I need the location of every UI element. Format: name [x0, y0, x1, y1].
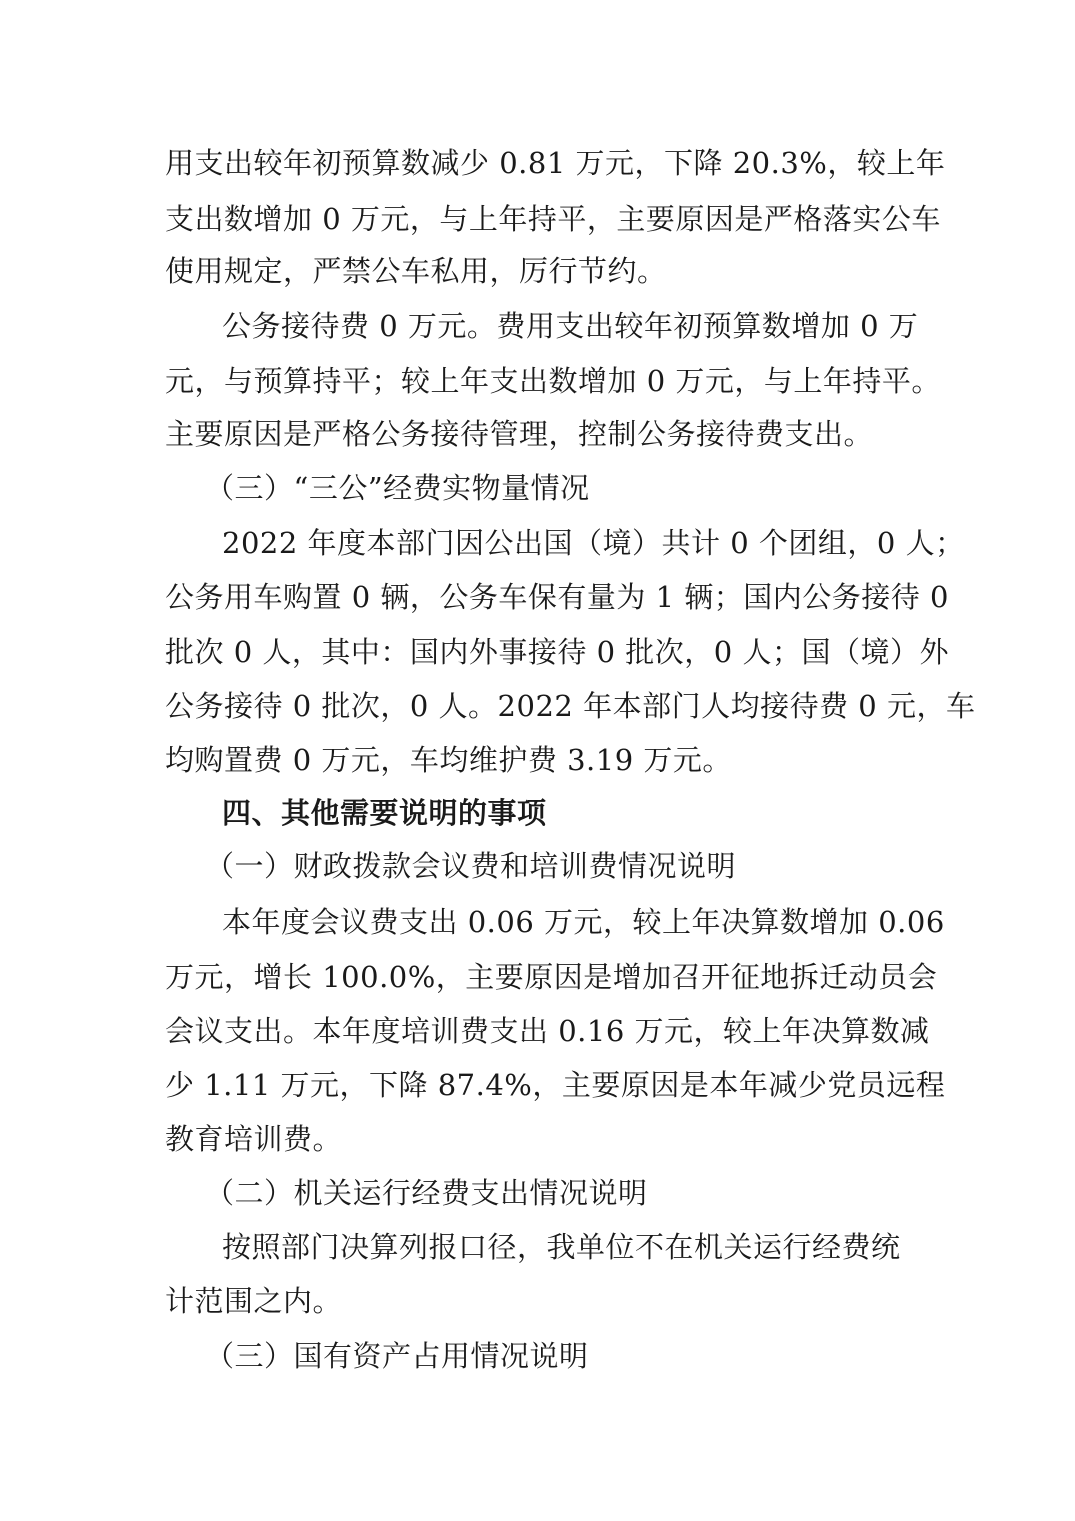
paragraph-line: 元，与预算持平；较上年支出数增加 0 万元，与上年持平。: [165, 364, 941, 398]
section-subheading: （三）“三公”经费实物量情况: [205, 471, 590, 505]
paragraph-line: 使用规定，严禁公车私用，厉行节约。: [165, 254, 667, 288]
paragraph-line: 少 1.11 万元，下降 87.4%，主要原因是本年减少党员远程: [165, 1068, 946, 1102]
paragraph-line: 公务接待 0 批次，0 人。2022 年本部门人均接待费 0 元，车: [165, 689, 976, 723]
paragraph-line: 公务接待费 0 万元。费用支出较年初预算数增加 0 万: [222, 309, 919, 343]
section-subheading: （三）国有资产占用情况说明: [205, 1339, 589, 1373]
paragraph-line: 2022 年度本部门因公出国（境）共计 0 个团组，0 人；: [222, 526, 965, 560]
paragraph-line: 主要原因是严格公务接待管理，控制公务接待费支出。: [165, 417, 874, 451]
paragraph-line: 计范围之内。: [165, 1284, 343, 1318]
paragraph-line: 均购置费 0 万元，车均维护费 3.19 万元。: [165, 743, 732, 777]
paragraph-line: 用支出较年初预算数减少 0.81 万元，下降 20.3%，较上年: [165, 146, 946, 180]
paragraph-line: 按照部门决算列报口径，我单位不在机关运行经费统: [222, 1230, 901, 1264]
section-heading: 四、其他需要说明的事项: [222, 796, 547, 830]
paragraph-line: 公务用车购置 0 辆，公务车保有量为 1 辆；国内公务接待 0: [165, 580, 949, 614]
paragraph-line: 教育培训费。: [165, 1122, 343, 1156]
paragraph-line: 批次 0 人，其中：国内外事接待 0 批次，0 人；国（境）外: [165, 635, 949, 669]
paragraph-line: 万元，增长 100.0%，主要原因是增加召开征地拆迁动员会: [165, 960, 938, 994]
section-subheading: （一）财政拨款会议费和培训费情况说明: [205, 849, 737, 883]
paragraph-line: 本年度会议费支出 0.06 万元，较上年决算数增加 0.06: [222, 905, 945, 939]
paragraph-line: 会议支出。本年度培训费支出 0.16 万元，较上年决算数减: [165, 1014, 930, 1048]
paragraph-line: 支出数增加 0 万元，与上年持平，主要原因是严格落实公车: [165, 202, 941, 236]
section-subheading: （二）机关运行经费支出情况说明: [205, 1176, 648, 1210]
